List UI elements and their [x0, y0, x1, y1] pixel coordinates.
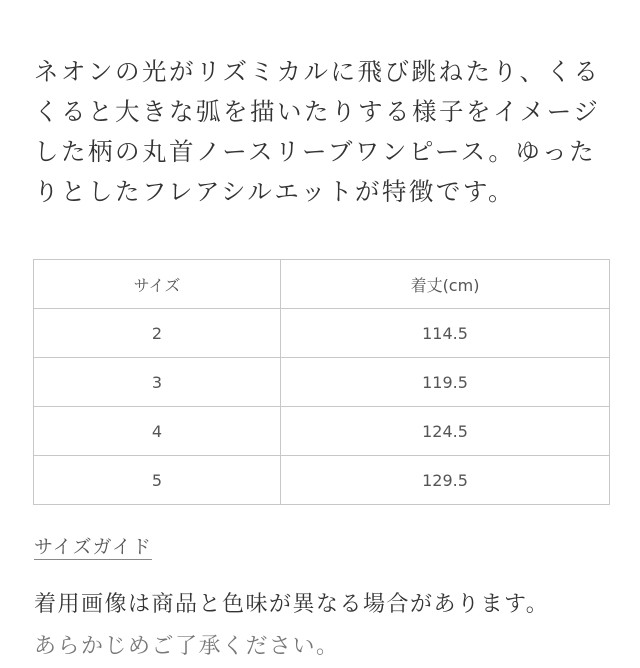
cell-size: 3 — [34, 358, 281, 407]
header-size: サイズ — [34, 260, 281, 309]
cell-size: 5 — [34, 456, 281, 505]
size-guide-link[interactable]: サイズガイド — [34, 536, 152, 558]
cell-size: 2 — [34, 309, 281, 358]
table-row — [34, 407, 610, 456]
color-note — [34, 584, 624, 668]
description-line: ネオンの光がリズミカルに飛び跳ねたり、くる — [34, 57, 601, 86]
table-row — [34, 456, 610, 505]
note-line: あらかじめご了承ください。 — [34, 634, 340, 659]
header-length: 着丈(cm) — [281, 260, 610, 309]
description-line: りとしたフレアシルエットが特徴です。 — [34, 177, 515, 206]
description-line: した柄の丸首ノースリーブワンピース。ゆった — [34, 137, 597, 166]
size-table — [33, 259, 610, 505]
cell-size: 4 — [34, 407, 281, 456]
table-header-row — [34, 260, 610, 309]
cell-length: 114.5 — [281, 309, 610, 358]
cell-length: 129.5 — [281, 456, 610, 505]
note-line: 着用画像は商品と色味が異なる場合があります。 — [34, 592, 550, 617]
description-line: くると大きな弧を描いたりする様子をイメージ — [34, 97, 601, 126]
cell-length: 124.5 — [281, 407, 610, 456]
table-row — [34, 358, 610, 407]
table-row — [34, 309, 610, 358]
product-description — [34, 52, 614, 212]
cell-length: 119.5 — [281, 358, 610, 407]
